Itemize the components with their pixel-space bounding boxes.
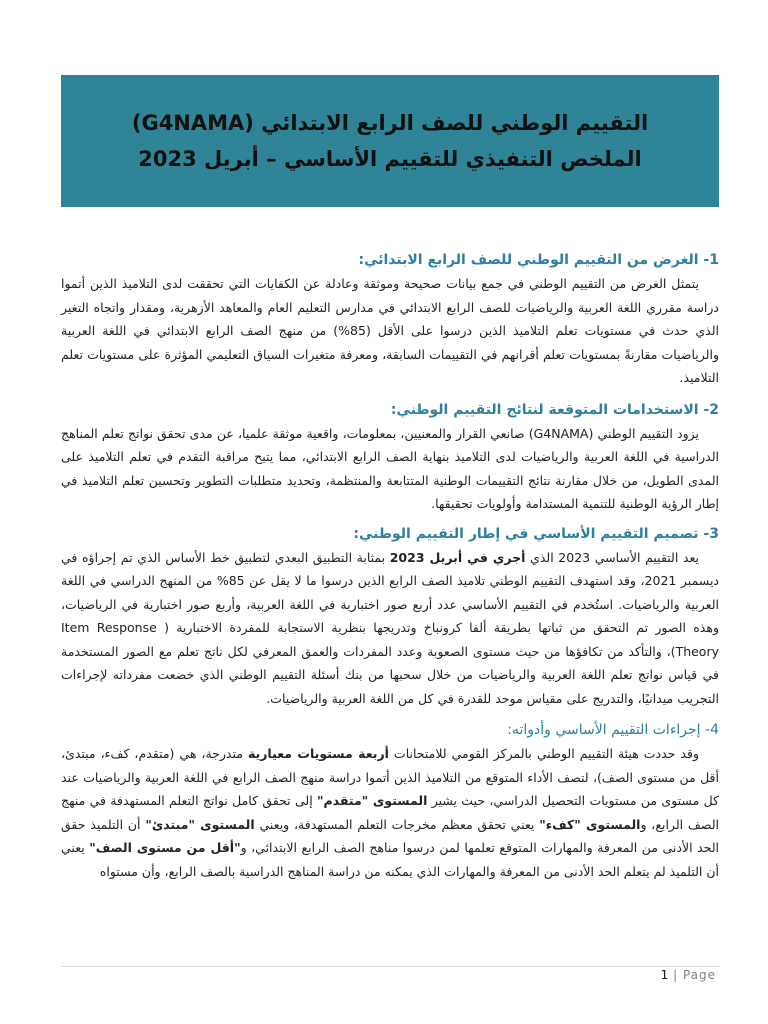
- section-4-paragraph: وقد حددت هيئة التقييم الوطني بالمركز القومي للامتحانات أربعة مستويات معيارية متدرجة، هي (متقدم، كفء، مبتدئ، أقل من مستوى الصف)، لتصف الأداء المتوقع من التلاميذ الذين أتموا دراسة منهج الصف الرابع في اللغة العربية والرياضيات عند كل مستوى من مستويات التحصيل الدراسي، حيث يشير المستوى "متقدم" إلى تحقق كامل نواتج التعلم المستهدفة في منهج الصف الرابع، والمستوى "كفء" يعني تحقق معظم مخرجات التعلم المستهدفة، ويعني المستوى "مبتدئ" أن التلميذ حقق الحد الأدنى من المعرفة والمهارات المتوقع تعلمها لمن درسوا مناهج الصف الرابع الابتدائي، و"أقل من مستوى الصف" يعني أن التلميذ لم يتعلم الحد الأدنى من المعرفة والمهارات الذي يمكنه من دراسة المناهج الدراسية بالصف الرابع، وأن مستواه: [61, 746, 719, 879]
- section-1-paragraph: يتمثل الغرض من التقييم الوطني في جمع بيانات صحيحة وموثقة وعادلة عن الكفايات التي تحققت لدى التلاميذ الذين أتموا دراسة مقرري اللغة العربية والرياضيات للصف الرابع الابتدائي في مدارس التعليم العام والمعاهد الأزهرية، ومقدار واتجاه التغير الذي حدث في مستويات تعلم التلاميذ الذين درسوا على الأقل (85%) من منهج الصف الرابع الابتدائي في اللغة العربية والرياضيات مقارنةً بمستويات تعلم أقرانهم في التقييمات السابقة، ومعرفة متغيرات السياق التعليمي المؤثرة على مستويات تعلم التلاميذ.: [61, 276, 719, 385]
- section-4-heading: 4- إجراءات التقييم الأساسي وأدواته:: [507, 722, 719, 738]
- document-title: التقييم الوطني للصف الرابع الابتدائي (G4NAMA): [131, 111, 649, 135]
- section-3-heading: 3- تصميم التقييم الأساسي في إطار التقييم الوطني:: [353, 525, 719, 542]
- document-body: [61, 248, 719, 883]
- section-2-paragraph: يزود التقييم الوطني (G4NAMA) صانعي القرار والمعنيين، بمعلومات، واقعية موثقة علميا، عن مدى تحقق نواتج تعلم المناهج الدراسية في اللغة العربية والرياضيات لدى التلاميذ بنهاية الصف الرابع الابتدائي، مما يتيح مراقبة التقدم في تعلم التلاميذ على المدى الطويل، من خلال مقارنة نتائج التقييمات الوطنية المتتابعة والمنتظمة، وتحديد متطلبات التطوير وتحسين تعلم التلاميذ في إطار الرؤية الوطنية للتنمية المستدامة وأولويات تحقيقها.: [61, 425, 719, 511]
- document-subtitle: الملخص التنفيذي للتقييم الأساسي – أبريل 2023: [138, 147, 642, 171]
- page-separator: |: [668, 968, 683, 982]
- page-number-value: 1: [660, 968, 669, 982]
- section-2-heading: 2- الاستخدامات المتوقعة لنتائج التقييم الوطني:: [390, 401, 719, 418]
- footer-divider: [61, 966, 719, 967]
- title-banner: [61, 75, 719, 207]
- section-3-paragraph: يعد التقييم الأساسي 2023 الذي أجري في أبريل 2023 بمثابة التطبيق البعدي لتطبيق خط الأساس الذي تم إجراؤه في ديسمبر 2021، وقد استهدف التقييم الوطني تلاميذ الصف الرابع الذين درسوا ما لا يقل عن 85% من المنهج الدراسي في اللغة العربية والرياضيات. استُخدم في التقييم الأساسي عدد أربع صور اختبارية في اللغة العربية، وأربع صور اختبارية في الرياضيات، وهذه الصور تم التحقق من ثباتها بطريقة ألفا كرونباخ وتدريجها بنظرية الاستجابة للمفردة الاختبارية ( Item Response Theory)، والتأكد من تكافؤها من حيث مستوى الصعوبة وعدد المفردات والعمق المعرفي لكل ناتج تعلم مع الصور المستخدمة في قياس نواتج تعلم اللغة العربية والرياضيات من خلال سحبها من بنك أسئلة التقييم الوطني الذي خضعت مفرداته لإجراءات التجريب ميدانيًا، والتدريج على مقياس موحد للقدرة في كل من اللغة العربية والرياضيات.: [61, 549, 719, 706]
- section-1-heading: 1- الغرض من التقييم الوطني للصف الرابع الابتدائي:: [358, 252, 719, 268]
- page-number: [661, 968, 716, 982]
- page-label: Page: [682, 968, 716, 982]
